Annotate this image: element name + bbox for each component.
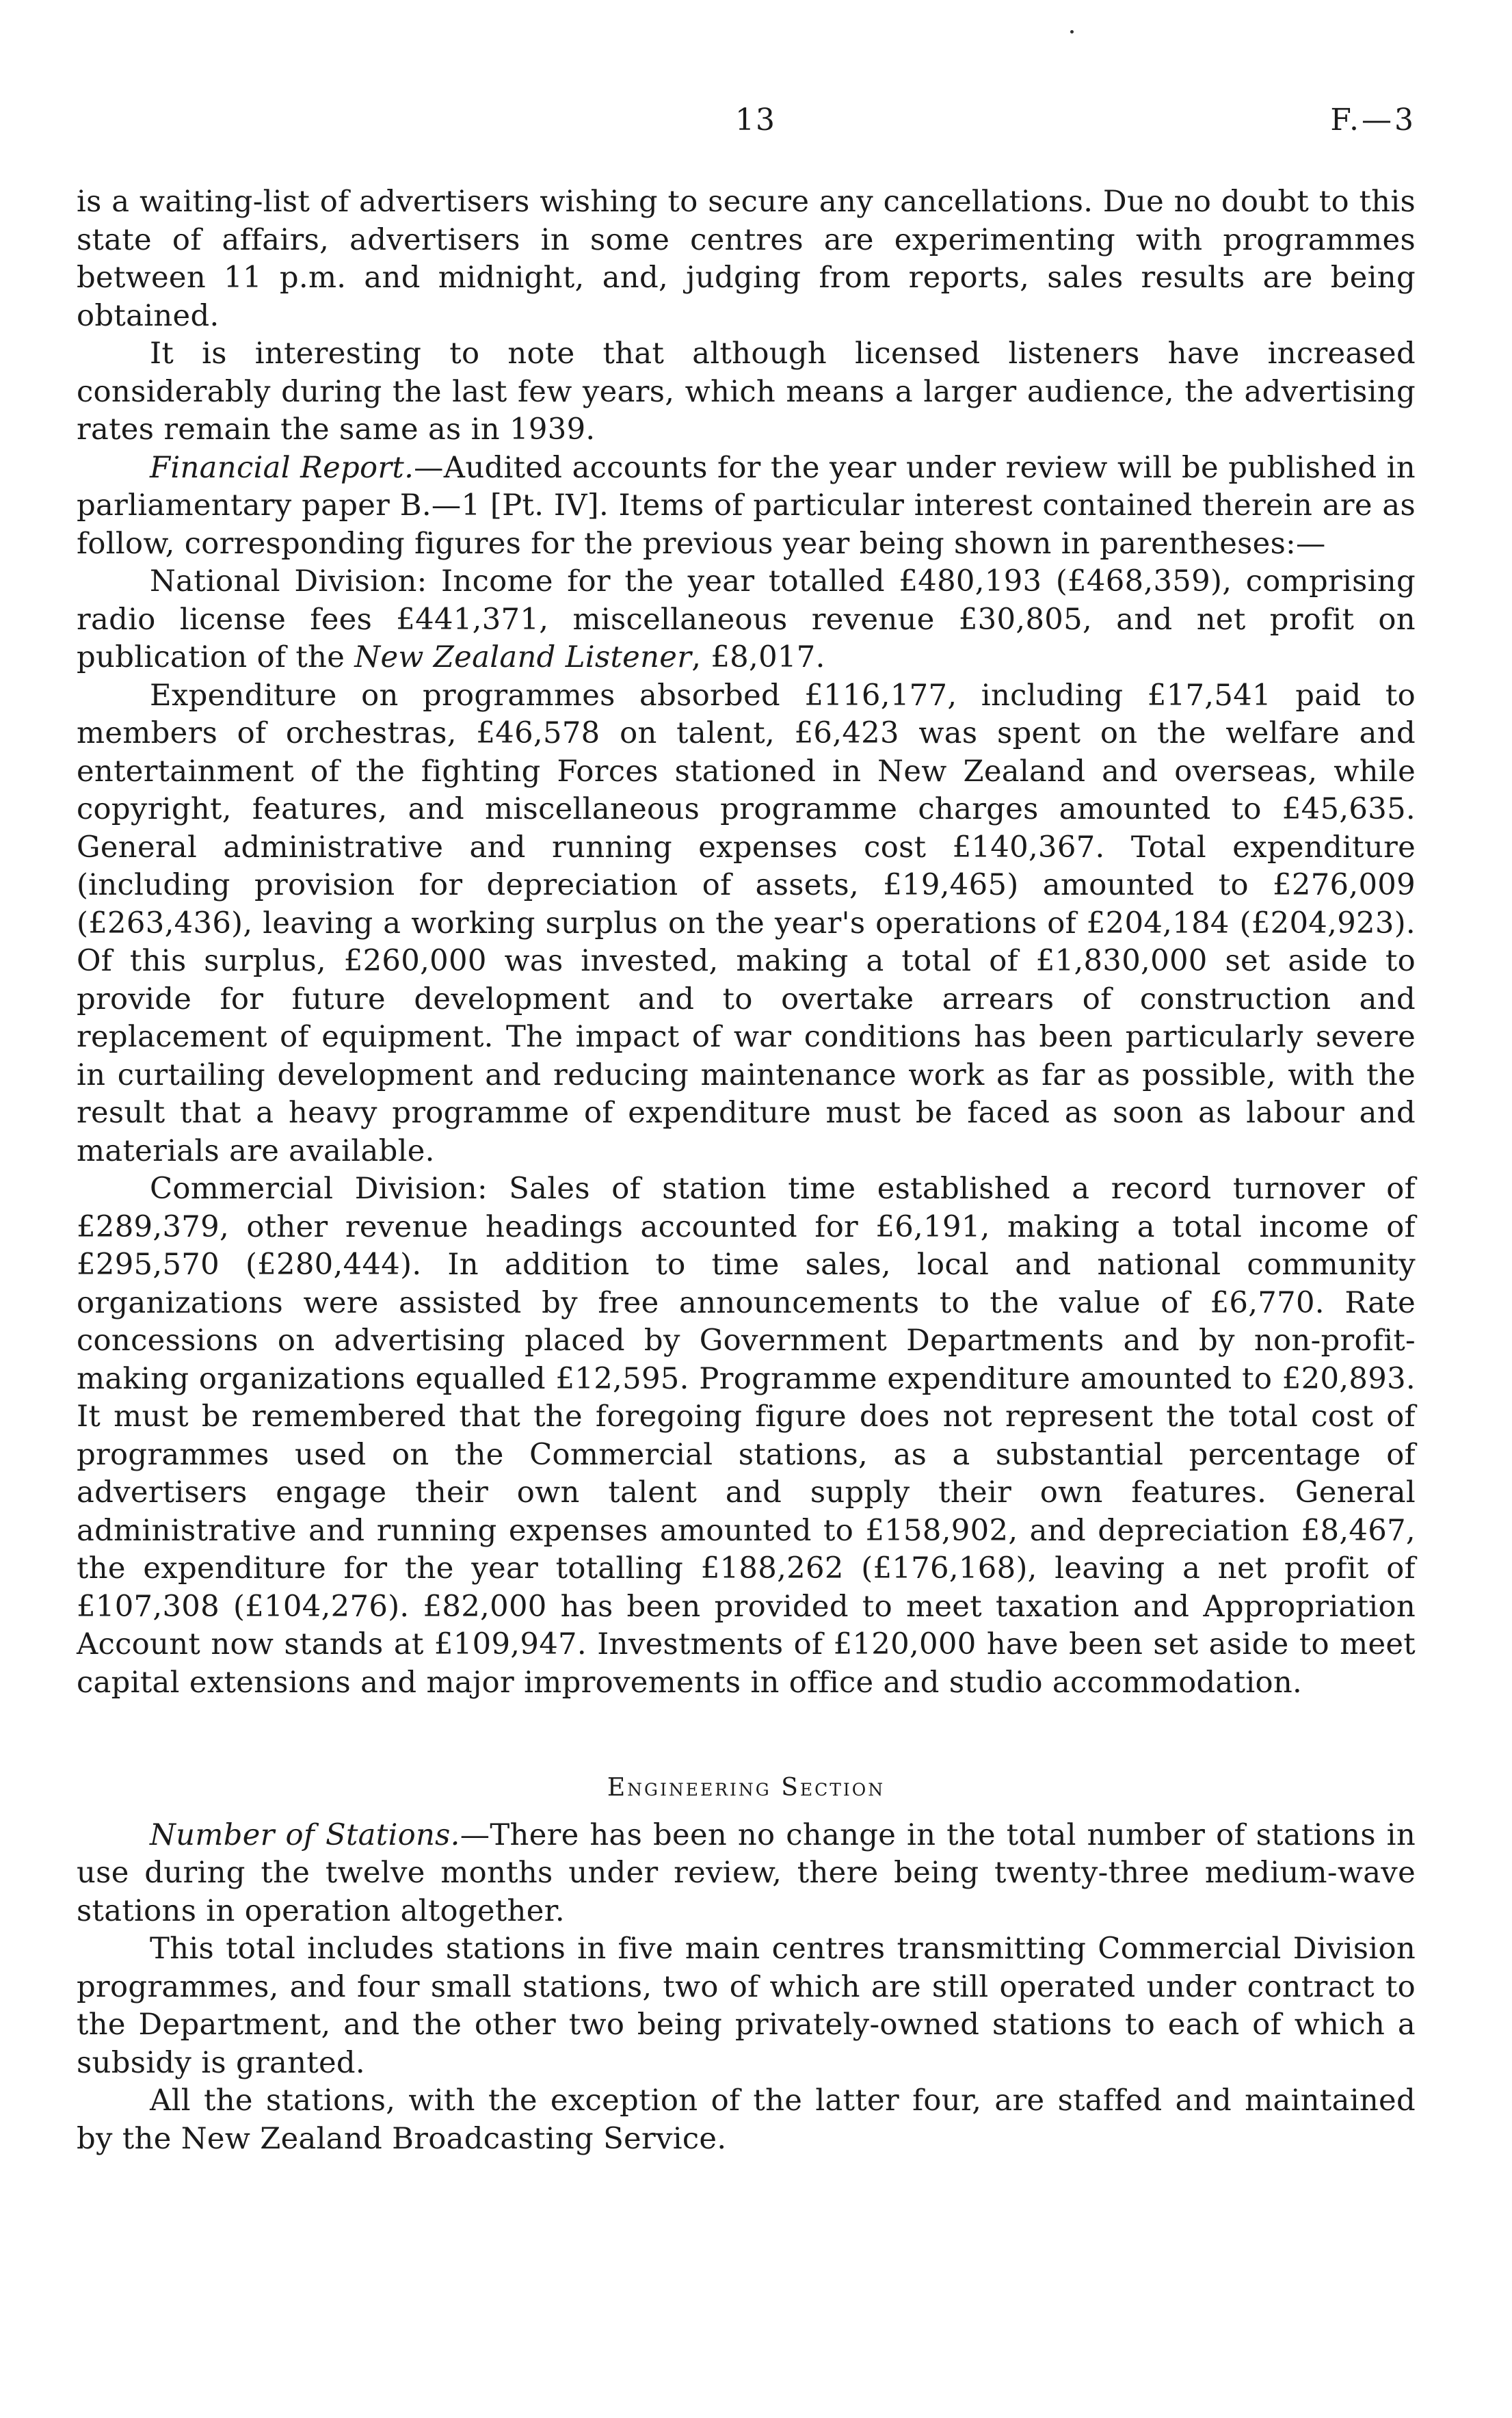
financial-report-text: —Audited accounts for the year under review will be published in parliamentary paper B.—1 [Pt. IV]. Items of particular interest contained therein are as follow, corresponding figures for the previous year being shown in parentheses:— <box>77 450 1416 561</box>
scan-speck <box>1070 30 1074 34</box>
document-code: F.—3 <box>1330 103 1416 137</box>
paragraph-continuation: is a waiting-list of advertisers wishing to secure any cancellations. Due no doubt to this state of affairs, advertisers in some centres are experimenting with programmes between 11 p.m. and midnight, and, judging from reports, sales results are being obtained. <box>77 185 1416 333</box>
paragraph-listeners: It is interesting to note that although licensed listeners have increased considerably during the last few years, which means a larger audience, the advertising rates remain the same as in 1939. <box>77 337 1416 447</box>
paragraph-financial-report <box>77 449 1416 564</box>
national-division-text-a: National Division: Income for the year totalled £480,193 (£468,359), comprising radio license fees £441,371, miscellaneous revenue £30,805, and net profit on publication of the <box>77 564 1416 674</box>
page-number: 13 <box>735 103 776 137</box>
number-of-stations-title: Number of Stations. <box>150 1817 460 1852</box>
paragraph-expenditure: Expenditure on programmes absorbed £116,177, including £17,541 paid to members of orchestras, £46,578 on talent, £6,423 was spent on the welfare and entertainment of the fighting Forces stationed in New Zealand and overseas, while copyright, features, and miscellaneous programme charges amounted to £45,635. General administrative and running expenses cost £140,367. Total expenditure (including provision for depreciation of assets, £19,465) amounted to £276,009 (£263,436), leaving a working surplus on the year's operations of £204,184 (£204,923). Of this surplus, £260,000 was invested, making a total of £1,830,000 set aside to provide for future development and to overtake arrears of construction and replacement of equipment. The impact of war conditions has been particularly severe in curtailing development and reducing maintenance work as far as possible, with the result that a heavy programme of expenditure must be faced as soon as labour and materials are available. <box>77 678 1416 1168</box>
paragraph-commercial-division: Commercial Division: Sales of station time established a record turnover of £289,379, other revenue headings accounted for £6,191, making a total income of £295,570 (£280,444). In addition to time sales, local and national community organizations were assisted by free announcements to the value of £6,770. Rate concessions on advertising placed by Government Departments and by non-profit-making organizations equalled £12,595. Programme expenditure amounted to £20,893. It must be remembered that the foregoing figure does not represent the total cost of programmes used on the Commercial stations, as a substantial percentage of advertisers engage their own talent and supply their own features. General administrative and running expenses amounted to £158,902, and depreciation £8,467, the expenditure for the year totalling £188,262 (£176,168), leaving a net profit of £107,308 (£104,276). £82,000 has been provided to meet taxation and Appropriation Account now stands at £109,947. Investments of £120,000 have been set aside to meet capital extensions and major improvements in office and studio accommodation. <box>77 1172 1416 1700</box>
paragraph-national-division <box>77 563 1416 677</box>
publication-title: New Zealand Listener <box>354 640 692 674</box>
number-of-stations-text: —There has been no change in the total number of stations in use during the twelve months under review, there being twenty-three medium-wave stations in operation altogether. <box>77 1817 1416 1928</box>
financial-report-title: Financial Report. <box>150 450 414 485</box>
body-text <box>77 183 1416 2158</box>
paragraph-stations-total: This total includes stations in five main centres transmitting Commercial Division programmes, and four small stations, two of which are still operated under contract to the Department, and the other two being privately-owned stations to each of which a subsidy is granted. <box>77 1932 1416 2080</box>
section-heading-engineering: Engineering Section <box>607 1774 886 1802</box>
paragraph-number-of-stations <box>77 1817 1416 1931</box>
national-division-text-b: , £8,017. <box>691 640 825 674</box>
paragraph-stations-staffing: All the stations, with the exception of the latter four, are staffed and maintained by the New Zealand Broadcasting Service. <box>77 2084 1416 2156</box>
